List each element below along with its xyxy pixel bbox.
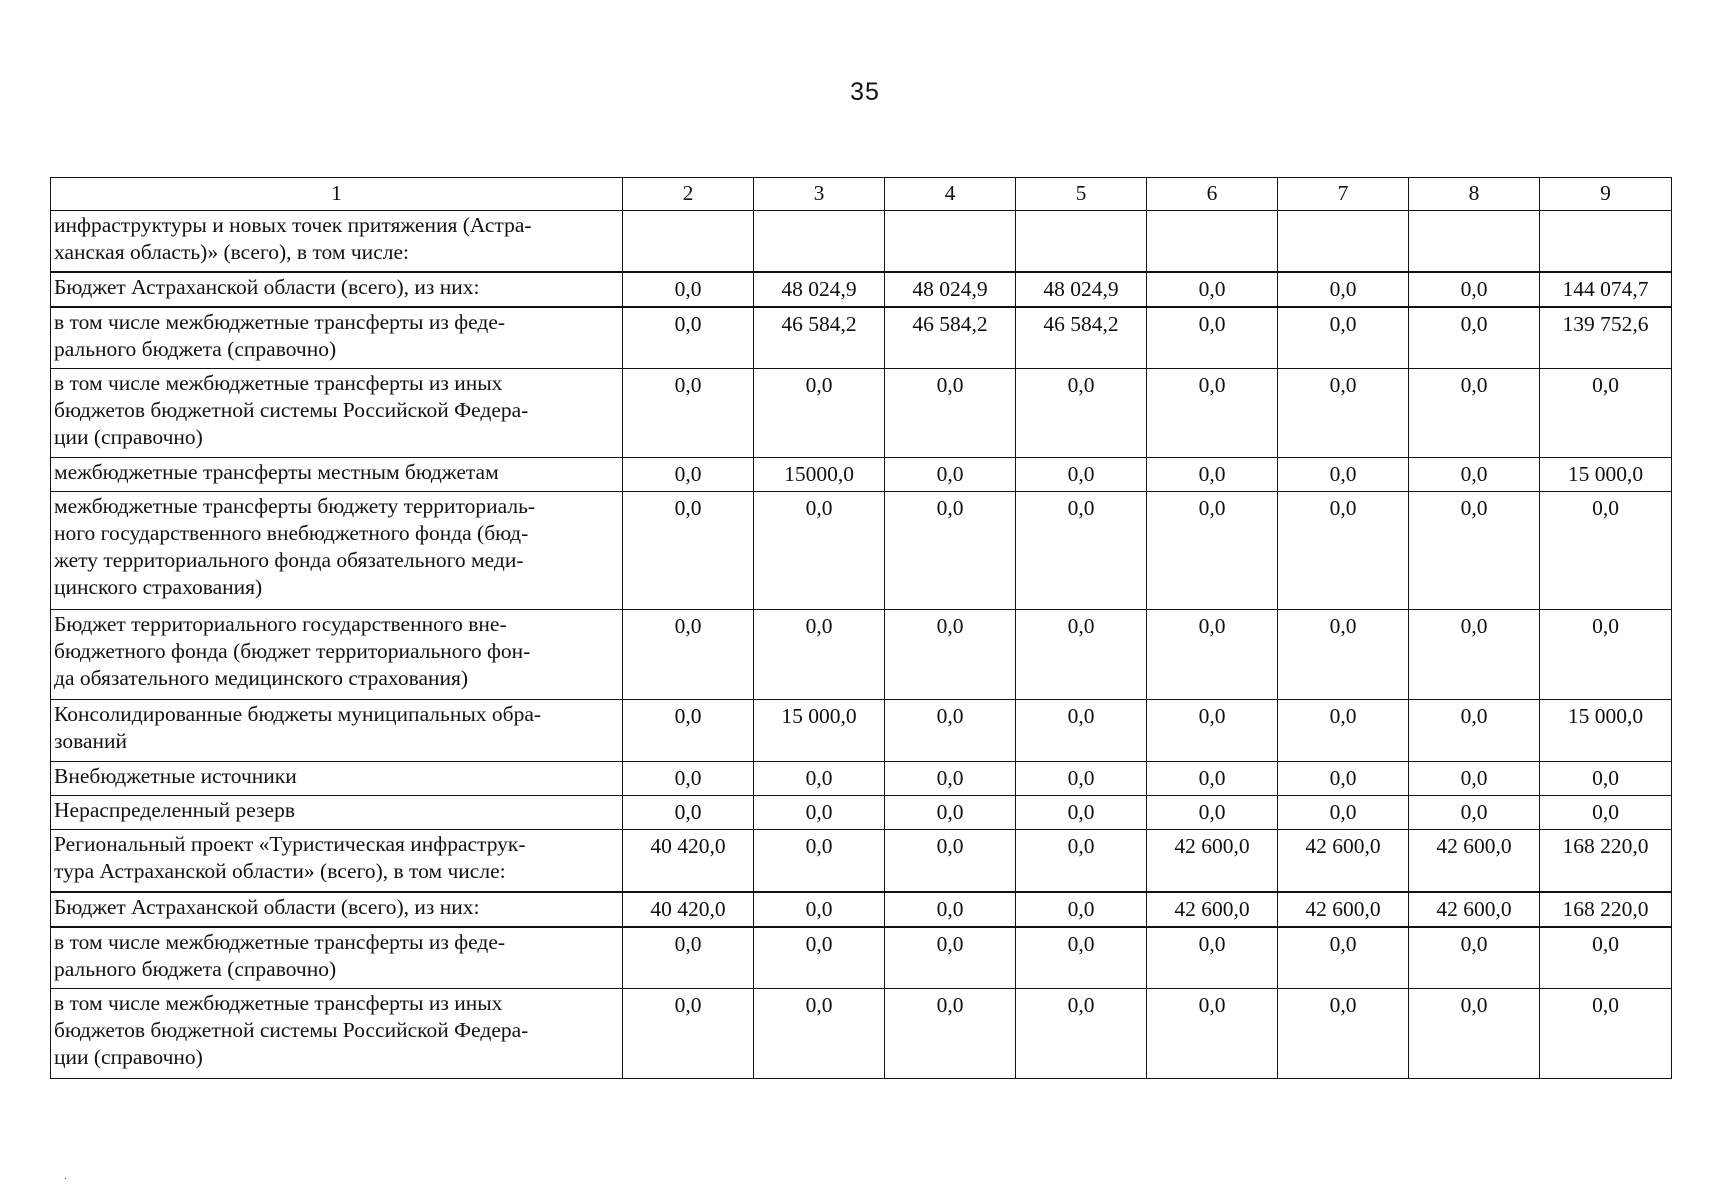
value-cell: 0,0 — [1278, 762, 1409, 796]
value-cell: 0,0 — [1409, 796, 1540, 830]
value-cell: 0,0 — [1409, 369, 1540, 458]
row-label: Региональный проект «Туристическая инфраструк- тура Астраханской области» (всего), в том числе: — [51, 830, 623, 892]
value-cell: 0,0 — [754, 610, 885, 700]
table-row — [51, 272, 1672, 307]
row-label: Нераспределенный резерв — [51, 796, 623, 830]
value-cell: 0,0 — [885, 989, 1016, 1079]
column-header: 5 — [1016, 178, 1147, 211]
value-cell: 0,0 — [1016, 700, 1147, 762]
table-header-row — [51, 178, 1672, 211]
value-cell: 0,0 — [1147, 307, 1278, 369]
value-cell: 0,0 — [623, 307, 754, 369]
column-header: 9 — [1540, 178, 1672, 211]
value-cell: 0,0 — [1147, 700, 1278, 762]
value-cell: 144 074,7 — [1540, 272, 1672, 307]
value-cell: 168 220,0 — [1540, 830, 1672, 892]
value-cell: 0,0 — [754, 796, 885, 830]
value-cell: 40 420,0 — [623, 892, 754, 927]
table-row — [51, 211, 1672, 272]
value-cell: 48 024,9 — [1016, 272, 1147, 307]
column-header: 3 — [754, 178, 885, 211]
value-cell — [1147, 211, 1278, 272]
value-cell: 0,0 — [1278, 307, 1409, 369]
table-row — [51, 892, 1672, 927]
value-cell: 42 600,0 — [1278, 830, 1409, 892]
table-row — [51, 796, 1672, 830]
value-cell: 0,0 — [1540, 927, 1672, 989]
value-cell: 46 584,2 — [885, 307, 1016, 369]
value-cell: 0,0 — [885, 796, 1016, 830]
value-cell: 0,0 — [1540, 762, 1672, 796]
value-cell: 0,0 — [1147, 492, 1278, 610]
value-cell: 0,0 — [1147, 458, 1278, 492]
value-cell — [1409, 211, 1540, 272]
value-cell: 0,0 — [1409, 458, 1540, 492]
row-label: в том числе межбюджетные трансферты из феде- рального бюджета (справочно) — [51, 927, 623, 989]
value-cell: 0,0 — [885, 762, 1016, 796]
value-cell: 0,0 — [1409, 307, 1540, 369]
value-cell — [754, 211, 885, 272]
row-label: Внебюджетные источники — [51, 762, 623, 796]
value-cell: 42 600,0 — [1278, 892, 1409, 927]
column-header: 8 — [1409, 178, 1540, 211]
value-cell: 0,0 — [1278, 927, 1409, 989]
value-cell: 0,0 — [623, 492, 754, 610]
value-cell: 0,0 — [623, 272, 754, 307]
value-cell: 0,0 — [1278, 700, 1409, 762]
value-cell: 0,0 — [1016, 762, 1147, 796]
value-cell: 0,0 — [1016, 458, 1147, 492]
table-row — [51, 369, 1672, 458]
value-cell: 0,0 — [1016, 610, 1147, 700]
table-row — [51, 927, 1672, 989]
value-cell: 0,0 — [1147, 927, 1278, 989]
value-cell: 42 600,0 — [1147, 892, 1278, 927]
value-cell: 0,0 — [1147, 989, 1278, 1079]
column-header: 2 — [623, 178, 754, 211]
row-label: Консолидированные бюджеты муниципальных обра- зований — [51, 700, 623, 762]
budget-table — [50, 177, 1672, 1079]
value-cell: 0,0 — [1409, 989, 1540, 1079]
row-label: Бюджет Астраханской области (всего), из них: — [51, 272, 623, 307]
row-label: инфраструктуры и новых точек притяжения (Астра- ханская область)» (всего), в том числе: — [51, 211, 623, 272]
value-cell — [1278, 211, 1409, 272]
value-cell: 0,0 — [1147, 762, 1278, 796]
value-cell: 15 000,0 — [1540, 458, 1672, 492]
value-cell: 0,0 — [885, 492, 1016, 610]
value-cell: 0,0 — [623, 927, 754, 989]
value-cell: 40 420,0 — [623, 830, 754, 892]
value-cell: 48 024,9 — [885, 272, 1016, 307]
value-cell: 0,0 — [1540, 989, 1672, 1079]
value-cell: 0,0 — [1147, 796, 1278, 830]
row-label: в том числе межбюджетные трансферты из иных бюджетов бюджетной системы Российской Федера- ции (справочно) — [51, 989, 623, 1079]
value-cell — [623, 211, 754, 272]
column-header: 7 — [1278, 178, 1409, 211]
value-cell: 46 584,2 — [754, 307, 885, 369]
table-row — [51, 307, 1672, 369]
value-cell: 0,0 — [1409, 610, 1540, 700]
table-row — [51, 458, 1672, 492]
row-label: Бюджет Астраханской области (всего), из них: — [51, 892, 623, 927]
value-cell: 0,0 — [623, 762, 754, 796]
value-cell: 0,0 — [1278, 796, 1409, 830]
value-cell: 0,0 — [1540, 369, 1672, 458]
value-cell: 0,0 — [885, 458, 1016, 492]
value-cell: 168 220,0 — [1540, 892, 1672, 927]
value-cell: 0,0 — [623, 610, 754, 700]
row-label: межбюджетные трансферты бюджету территориаль- ного государственного внебюджетного фонда (бюд- жету территориального фонда обязательного меди- цинского страхования) — [51, 492, 623, 610]
value-cell: 0,0 — [1409, 492, 1540, 610]
value-cell: 0,0 — [1016, 927, 1147, 989]
value-cell: 0,0 — [885, 369, 1016, 458]
value-cell: 0,0 — [1409, 700, 1540, 762]
value-cell: 48 024,9 — [754, 272, 885, 307]
value-cell: 0,0 — [1540, 610, 1672, 700]
value-cell: 0,0 — [623, 796, 754, 830]
table-row — [51, 492, 1672, 610]
value-cell: 0,0 — [754, 762, 885, 796]
value-cell: 0,0 — [885, 700, 1016, 762]
value-cell: 0,0 — [885, 927, 1016, 989]
table-row — [51, 989, 1672, 1079]
table-row — [51, 700, 1672, 762]
value-cell: 15000,0 — [754, 458, 885, 492]
value-cell: 0,0 — [1409, 927, 1540, 989]
value-cell: 42 600,0 — [1409, 892, 1540, 927]
value-cell: 0,0 — [1278, 492, 1409, 610]
value-cell: 15 000,0 — [1540, 700, 1672, 762]
value-cell: 0,0 — [754, 492, 885, 610]
value-cell: 0,0 — [754, 830, 885, 892]
value-cell: 0,0 — [1409, 762, 1540, 796]
row-label: в том числе межбюджетные трансферты из феде- рального бюджета (справочно) — [51, 307, 623, 369]
row-label: Бюджет территориального государственного вне- бюджетного фонда (бюджет территориального фон- да обязательного медицинского страхования) — [51, 610, 623, 700]
value-cell: 0,0 — [623, 458, 754, 492]
value-cell: 0,0 — [1016, 796, 1147, 830]
value-cell — [885, 211, 1016, 272]
table-row — [51, 762, 1672, 796]
value-cell: 139 752,6 — [1540, 307, 1672, 369]
row-label: межбюджетные трансферты местным бюджетам — [51, 458, 623, 492]
value-cell: 0,0 — [1016, 989, 1147, 1079]
value-cell: 0,0 — [1016, 892, 1147, 927]
value-cell: 0,0 — [1016, 369, 1147, 458]
value-cell: 0,0 — [1016, 492, 1147, 610]
value-cell: 0,0 — [623, 989, 754, 1079]
value-cell: 0,0 — [754, 369, 885, 458]
value-cell: 0,0 — [1278, 369, 1409, 458]
scan-artifact: . — [64, 1168, 67, 1182]
value-cell: 0,0 — [885, 830, 1016, 892]
value-cell: 0,0 — [1016, 830, 1147, 892]
table-row — [51, 830, 1672, 892]
value-cell: 0,0 — [885, 892, 1016, 927]
value-cell: 0,0 — [1278, 610, 1409, 700]
value-cell — [1540, 211, 1672, 272]
value-cell: 0,0 — [1278, 458, 1409, 492]
value-cell: 0,0 — [1147, 369, 1278, 458]
column-header: 6 — [1147, 178, 1278, 211]
value-cell: 0,0 — [623, 700, 754, 762]
value-cell: 0,0 — [1409, 272, 1540, 307]
value-cell: 0,0 — [1147, 272, 1278, 307]
value-cell: 0,0 — [1540, 796, 1672, 830]
value-cell: 0,0 — [1147, 610, 1278, 700]
column-header: 4 — [885, 178, 1016, 211]
value-cell: 46 584,2 — [1016, 307, 1147, 369]
value-cell: 42 600,0 — [1147, 830, 1278, 892]
value-cell: 0,0 — [1540, 492, 1672, 610]
value-cell: 42 600,0 — [1409, 830, 1540, 892]
value-cell: 0,0 — [885, 610, 1016, 700]
page-number: 35 — [850, 78, 880, 106]
value-cell: 0,0 — [754, 892, 885, 927]
value-cell: 0,0 — [1278, 272, 1409, 307]
row-label: в том числе межбюджетные трансферты из иных бюджетов бюджетной системы Российской Федера- ции (справочно) — [51, 369, 623, 458]
table-row — [51, 610, 1672, 700]
value-cell: 15 000,0 — [754, 700, 885, 762]
value-cell: 0,0 — [1278, 989, 1409, 1079]
value-cell: 0,0 — [754, 989, 885, 1079]
value-cell — [1016, 211, 1147, 272]
column-header: 1 — [51, 178, 623, 211]
value-cell: 0,0 — [623, 369, 754, 458]
value-cell: 0,0 — [754, 927, 885, 989]
